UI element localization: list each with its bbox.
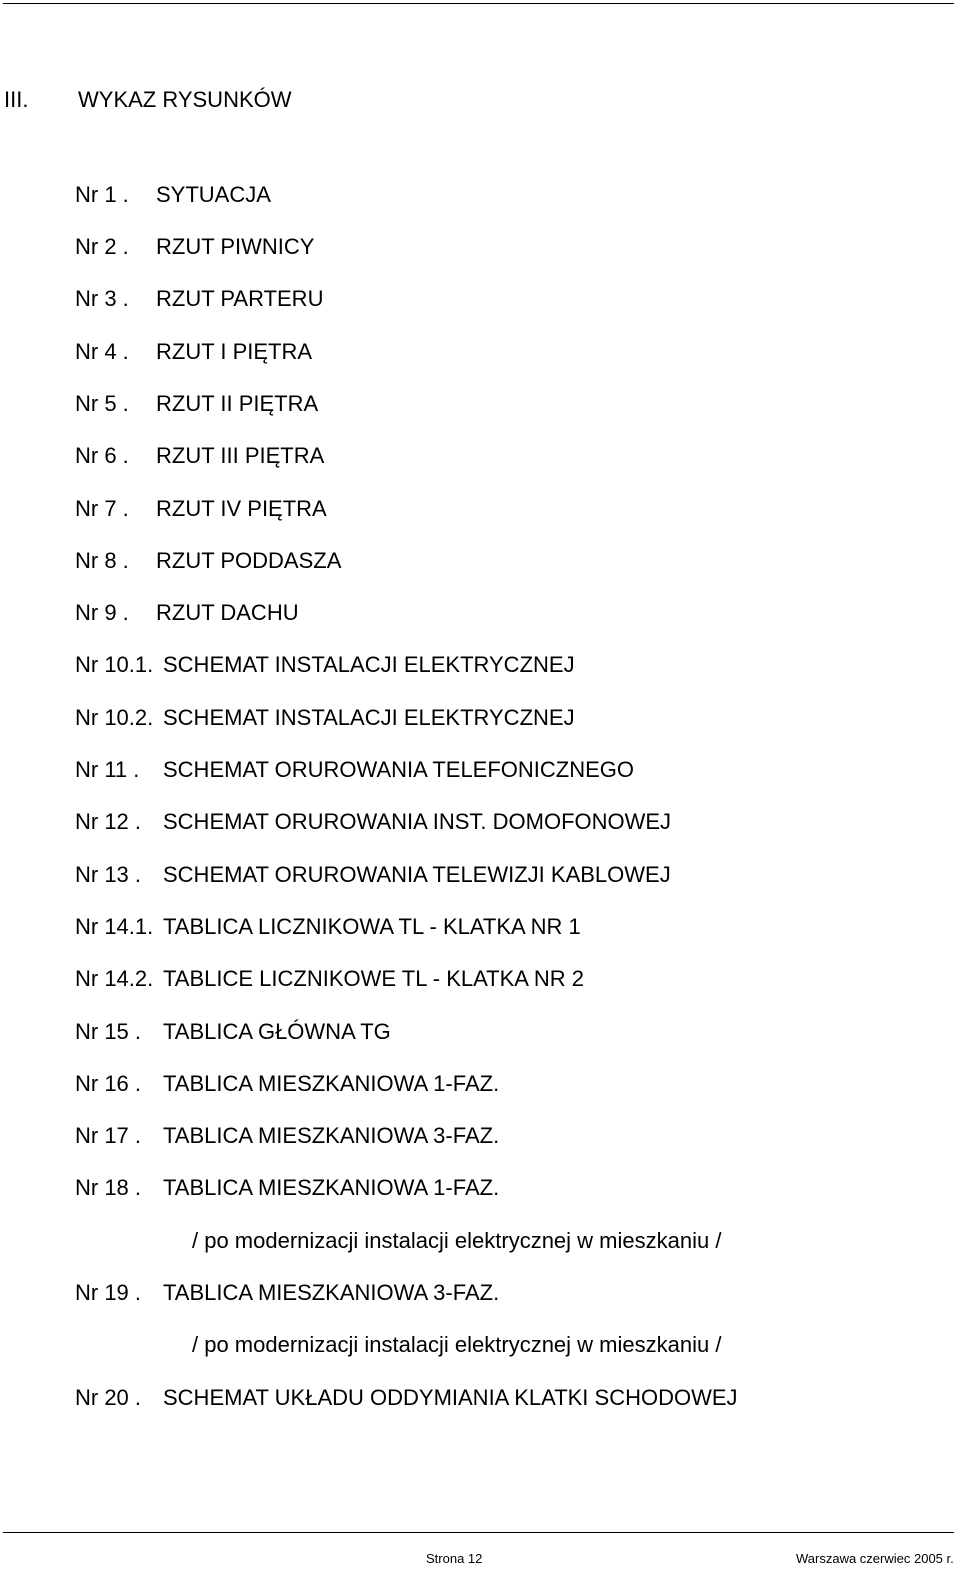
drawing-number: Nr 14.2.: [75, 966, 154, 991]
list-item: [0, 389, 960, 419]
drawing-number: Nr 20 .: [75, 1385, 142, 1410]
list-item: [0, 284, 960, 314]
list-item: [0, 1017, 960, 1047]
list-item: [0, 494, 960, 524]
list-item: [0, 1383, 960, 1413]
list-item: [0, 180, 960, 210]
drawing-title: TABLICA GŁÓWNA TG: [163, 1019, 391, 1044]
drawing-title: SCHEMAT ORUROWANIA INST. DOMOFONOWEJ: [163, 809, 672, 834]
list-item: [0, 1278, 960, 1308]
drawing-title: RZUT IV PIĘTRA: [156, 496, 327, 521]
footer-rule: [3, 1532, 954, 1533]
list-item-note: [0, 1330, 960, 1360]
drawing-number: Nr 10.2.: [75, 705, 154, 730]
drawing-note: / po modernizacji instalacji elektrycznej w mieszkaniu /: [192, 1228, 722, 1253]
drawing-number: Nr 15 .: [75, 1019, 142, 1044]
list-item: [0, 1121, 960, 1151]
drawing-title: SCHEMAT ORUROWANIA TELEWIZJI KABLOWEJ: [163, 862, 671, 887]
drawing-number: Nr 12 .: [75, 809, 142, 834]
drawing-number: Nr 16 .: [75, 1071, 142, 1096]
drawing-title: TABLICA MIESZKANIOWA 3-FAZ.: [163, 1123, 500, 1148]
drawing-title: RZUT III PIĘTRA: [156, 443, 325, 468]
drawing-number: Nr 17 .: [75, 1123, 142, 1148]
drawing-number: Nr 10.1.: [75, 652, 154, 677]
drawing-number: Nr 13 .: [75, 862, 142, 887]
drawing-title: SCHEMAT UKŁADU ODDYMIANIA KLATKI SCHODOWEJ: [163, 1385, 738, 1410]
drawing-title: RZUT II PIĘTRA: [156, 391, 319, 416]
drawing-title: TABLICA MIESZKANIOWA 1-FAZ.: [163, 1071, 500, 1096]
drawing-title: TABLICA LICZNIKOWA TL - KLATKA NR 1: [163, 914, 581, 939]
drawing-number: Nr 14.1.: [75, 914, 154, 939]
drawing-number: Nr 5 .: [75, 391, 129, 416]
list-item: [0, 546, 960, 576]
drawing-number: Nr 11 .: [75, 757, 140, 782]
list-item: [0, 703, 960, 733]
list-item: [0, 755, 960, 785]
list-item: [0, 807, 960, 837]
page-footer: [0, 1550, 960, 1568]
list-item: [0, 441, 960, 471]
drawing-number: Nr 4 .: [75, 339, 129, 364]
drawing-title: RZUT I PIĘTRA: [156, 339, 313, 364]
drawing-title: TABLICA MIESZKANIOWA 1-FAZ.: [163, 1175, 500, 1200]
drawing-title: SCHEMAT ORUROWANIA TELEFONICZNEGO: [163, 757, 635, 782]
drawing-title: RZUT PIWNICY: [156, 234, 315, 259]
drawing-number: Nr 18 .: [75, 1175, 142, 1200]
drawing-title: SCHEMAT INSTALACJI ELEKTRYCZNEJ: [163, 652, 575, 677]
drawing-number: Nr 1 .: [75, 182, 129, 207]
list-item: [0, 337, 960, 367]
drawing-title: SCHEMAT INSTALACJI ELEKTRYCZNEJ: [163, 705, 575, 730]
place-date: Warszawa czerwiec 2005 r.: [796, 1551, 954, 1566]
drawing-number: Nr 9 .: [75, 600, 129, 625]
list-item-note: [0, 1226, 960, 1256]
list-item: [0, 860, 960, 890]
drawing-title: SYTUACJA: [156, 182, 271, 207]
drawing-title: TABLICE LICZNIKOWE TL - KLATKA NR 2: [163, 966, 584, 991]
section-number: III.: [4, 87, 29, 112]
list-item: [0, 964, 960, 994]
list-item: [0, 1069, 960, 1099]
drawing-title: RZUT PARTERU: [156, 286, 324, 311]
page-number: Strona 12: [426, 1551, 483, 1566]
drawing-number: Nr 7 .: [75, 496, 129, 521]
drawing-number: Nr 2 .: [75, 234, 129, 259]
drawing-note: / po modernizacji instalacji elektrycznej w mieszkaniu /: [192, 1332, 722, 1357]
drawing-number: Nr 3 .: [75, 286, 129, 311]
section-title: WYKAZ RYSUNKÓW: [78, 87, 292, 112]
list-item: [0, 232, 960, 262]
list-item: [0, 912, 960, 942]
drawing-title: RZUT PODDASZA: [156, 548, 342, 573]
drawing-title: TABLICA MIESZKANIOWA 3-FAZ.: [163, 1280, 500, 1305]
drawing-number: Nr 19 .: [75, 1280, 142, 1305]
drawing-number: Nr 8 .: [75, 548, 129, 573]
drawing-title: RZUT DACHU: [156, 600, 299, 625]
drawing-number: Nr 6 .: [75, 443, 129, 468]
list-item: [0, 598, 960, 628]
list-item: [0, 1173, 960, 1203]
list-item: [0, 650, 960, 680]
